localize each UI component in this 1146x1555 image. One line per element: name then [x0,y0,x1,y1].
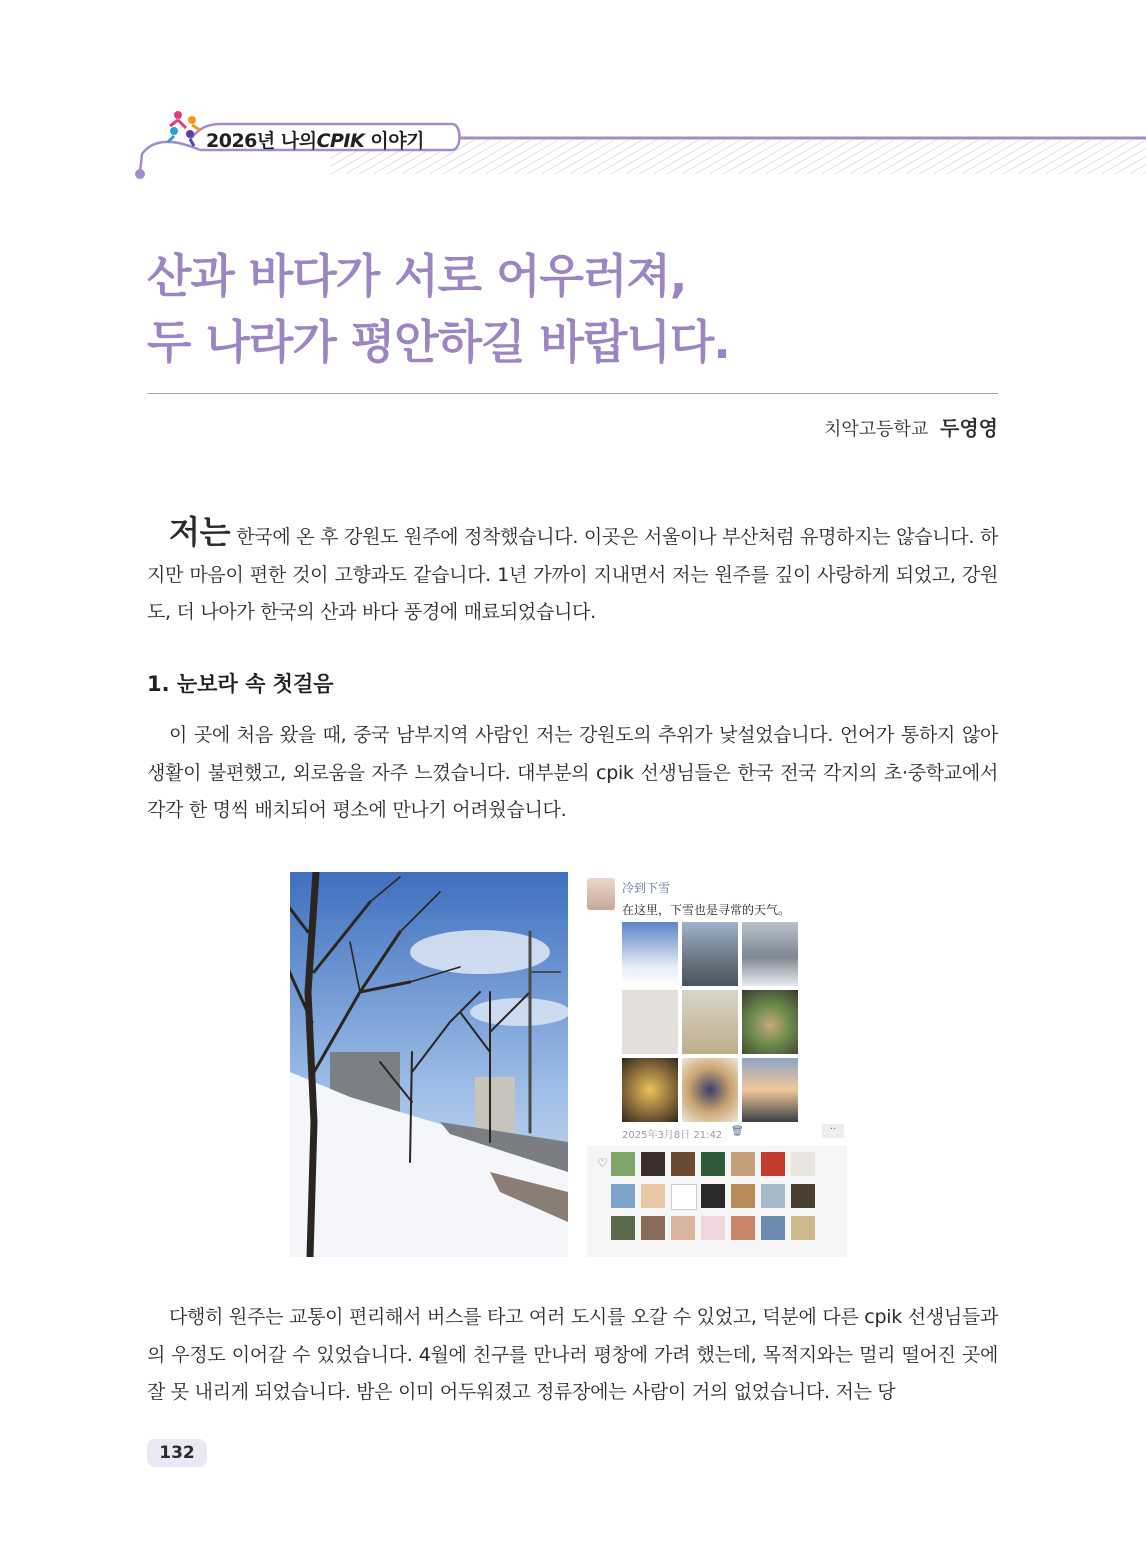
liker-avatar [641,1184,665,1208]
liker-avatar [791,1152,815,1176]
series-brand: CPIK [316,130,365,152]
liker-avatar [761,1216,785,1240]
author-name: 두영영 [940,416,998,440]
liker-avatar [761,1184,785,1208]
grid-image [742,990,798,1054]
title-line-1: 산과 바다가 서로 어우러져, [147,249,687,303]
liker-avatar [671,1216,695,1240]
snowy-street-photo [290,872,568,1257]
liker-avatar [611,1152,635,1176]
intro-paragraph [147,514,998,632]
title-line-2: 두 나라가 평안하길 바랍니다. [147,315,730,369]
post-image-grid [622,922,802,1124]
trash-icon[interactable]: 🗑︎ [731,1126,744,1137]
liker-avatar [671,1152,695,1176]
grid-image [622,922,678,986]
series-prefix: 2026년 나의 [206,130,317,152]
grid-image [742,1058,798,1122]
more-options-button[interactable]: ·· [822,1124,844,1138]
intro-dropcap: 저는 [169,513,231,551]
liker-avatar [701,1152,725,1176]
grid-image [682,990,738,1054]
snowy-street-illustration [290,872,568,1257]
article-title [147,243,1007,375]
liker-avatar [641,1152,665,1176]
grid-image [742,922,798,986]
liker-avatar [791,1184,815,1208]
liker-avatar [731,1152,755,1176]
grid-image [622,990,678,1054]
grid-image [622,1058,678,1122]
liker-avatar [791,1216,815,1240]
poster-name: 冷到下雪 [622,881,671,895]
wechat-moments-screenshot [585,872,847,1257]
liker-avatar [701,1216,725,1240]
section-heading: 1. 눈보라 속 첫걸음 [147,672,334,696]
grid-image [682,1058,738,1122]
intro-text: 한국에 온 후 강원도 원주에 정착했습니다. 이곳은 서울이나 부산처럼 유명하지는 않습니다. 하지만 마음이 편한 것이 고향과도 같습니다. 1년 가까이 지내면서 저는 원주를 깊이 사랑하게 되었고, 강원도, 더 나아가 한국의 산과 바다 풍경에 매료되었습니다. [147,526,998,623]
series-suffix: 이야기 [370,130,424,152]
grid-image [682,922,738,986]
liker-avatar [611,1184,635,1208]
liker-avatar [731,1184,755,1208]
likes-panel [587,1146,847,1257]
liker-avatar [701,1184,725,1208]
byline [824,412,998,441]
title-divider [147,393,998,394]
liker-avatar [731,1216,755,1240]
school-name: 치악고등학교 [823,419,929,440]
liker-avatar [641,1216,665,1240]
poster-avatar [587,878,615,910]
page-number: 132 [147,1439,207,1467]
series-banner [130,104,1146,184]
liker-avatar [671,1184,697,1210]
post-timestamp: 2025年3月8日 21:42 [622,1130,723,1141]
heart-icon: ♡ [597,1156,608,1170]
continuation-paragraph: 다행히 원주는 교통이 편리해서 버스를 타고 여러 도시를 오갈 수 있었고, 덕분에 다른 cpik 선생님들과의 우정도 이어갈 수 있었습니다. 4월에 친구를 만나러 평창에 가려 했는데, 목적지와는 멀리 떨어진 곳에 잘 못 내리게 되었습니다. 밤은 이미 어두워졌고 정류장에는 사람이 거의 없었습니다. 저는 당 [147,1306,998,1403]
post-text: 在这里，下雪也是寻常的天气。 [622,903,791,917]
section-paragraph: 이 곳에 처음 왔을 때, 중국 남부지역 사람인 저는 강원도의 추위가 낯설었습니다. 언어가 통하지 않아 생활이 불편했고, 외로움을 자주 느꼈습니다. 대부분의 cpik 선생님들은 한국 전국 각지의 초·중학교에서 각각 한 명씩 배치되어 평소에 만나기 어려웠습니다. [147,724,998,821]
liker-avatar [611,1216,635,1240]
series-title [206,126,424,153]
liker-avatar [761,1152,785,1176]
